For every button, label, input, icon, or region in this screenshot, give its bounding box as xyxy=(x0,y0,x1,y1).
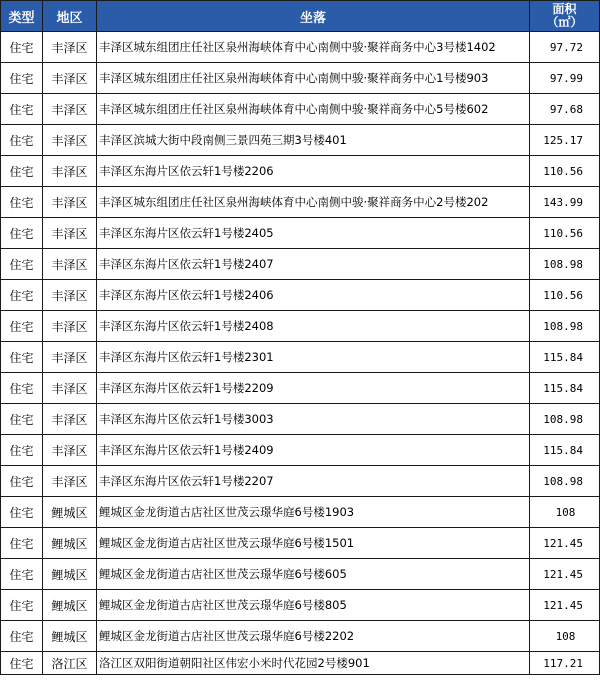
table-row xyxy=(1,156,600,187)
cell-location: 丰泽区东海片区依云轩1号楼2406 xyxy=(97,280,530,311)
header-size-label: 面积 xyxy=(552,2,577,16)
cell-size: 97.68 xyxy=(530,94,600,125)
cell-area: 丰泽区 xyxy=(43,466,97,497)
cell-size: 121.45 xyxy=(530,528,600,559)
cell-area: 丰泽区 xyxy=(43,280,97,311)
header-location: 坐落 xyxy=(97,1,530,32)
cell-size: 110.56 xyxy=(530,156,600,187)
cell-size: 125.17 xyxy=(530,125,600,156)
cell-area: 丰泽区 xyxy=(43,125,97,156)
cell-size: 108.98 xyxy=(530,249,600,280)
cell-size: 97.72 xyxy=(530,32,600,63)
cell-location: 丰泽区城东组团庄任社区泉州海峡体育中心南侧中骏·聚祥商务中心3号楼1402 xyxy=(97,32,530,63)
table-row xyxy=(1,652,600,675)
cell-location: 丰泽区城东组团庄任社区泉州海峡体育中心南侧中骏·聚祥商务中心2号楼202 xyxy=(97,187,530,218)
cell-type: 住宅 xyxy=(1,404,43,435)
header-area: 地区 xyxy=(43,1,97,32)
cell-location: 鲤城区金龙街道古店社区世茂云璟华庭6号楼2202 xyxy=(97,621,530,652)
cell-type: 住宅 xyxy=(1,466,43,497)
table-row xyxy=(1,125,600,156)
cell-area: 丰泽区 xyxy=(43,435,97,466)
cell-size: 108.98 xyxy=(530,311,600,342)
cell-area: 丰泽区 xyxy=(43,404,97,435)
cell-size: 143.99 xyxy=(530,187,600,218)
cell-location: 丰泽区东海片区依云轩1号楼2405 xyxy=(97,218,530,249)
cell-size: 117.21 xyxy=(530,652,600,675)
cell-area: 鲤城区 xyxy=(43,621,97,652)
cell-type: 住宅 xyxy=(1,652,43,675)
table-row xyxy=(1,187,600,218)
cell-type: 住宅 xyxy=(1,342,43,373)
cell-location: 丰泽区城东组团庄任社区泉州海峡体育中心南侧中骏·聚祥商务中心5号楼602 xyxy=(97,94,530,125)
cell-size: 108 xyxy=(530,621,600,652)
cell-location: 丰泽区滨城大街中段南侧三景四苑三期3号楼401 xyxy=(97,125,530,156)
table-row xyxy=(1,435,600,466)
cell-type: 住宅 xyxy=(1,280,43,311)
cell-location: 丰泽区东海片区依云轩1号楼3003 xyxy=(97,404,530,435)
table-row xyxy=(1,280,600,311)
header-type: 类型 xyxy=(1,1,43,32)
table-row xyxy=(1,497,600,528)
cell-area: 丰泽区 xyxy=(43,311,97,342)
table-row xyxy=(1,528,600,559)
cell-area: 丰泽区 xyxy=(43,156,97,187)
header-size-unit: （㎡） xyxy=(546,15,583,29)
table-row xyxy=(1,94,600,125)
cell-location: 丰泽区东海片区依云轩1号楼2409 xyxy=(97,435,530,466)
table-row xyxy=(1,32,600,63)
cell-area: 鲤城区 xyxy=(43,528,97,559)
cell-area: 丰泽区 xyxy=(43,63,97,94)
cell-type: 住宅 xyxy=(1,528,43,559)
cell-type: 住宅 xyxy=(1,125,43,156)
cell-area: 鲤城区 xyxy=(43,590,97,621)
table-row xyxy=(1,311,600,342)
cell-size: 115.84 xyxy=(530,373,600,404)
cell-location: 丰泽区东海片区依云轩1号楼2408 xyxy=(97,311,530,342)
table-row xyxy=(1,63,600,94)
cell-type: 住宅 xyxy=(1,373,43,404)
cell-area: 丰泽区 xyxy=(43,373,97,404)
cell-type: 住宅 xyxy=(1,249,43,280)
cell-type: 住宅 xyxy=(1,311,43,342)
cell-type: 住宅 xyxy=(1,94,43,125)
cell-area: 丰泽区 xyxy=(43,187,97,218)
table-row xyxy=(1,373,600,404)
cell-type: 住宅 xyxy=(1,187,43,218)
cell-location: 丰泽区东海片区依云轩1号楼2207 xyxy=(97,466,530,497)
cell-location: 丰泽区东海片区依云轩1号楼2206 xyxy=(97,156,530,187)
cell-area: 丰泽区 xyxy=(43,249,97,280)
cell-size: 97.99 xyxy=(530,63,600,94)
cell-location: 丰泽区东海片区依云轩1号楼2407 xyxy=(97,249,530,280)
cell-size: 110.56 xyxy=(530,280,600,311)
cell-area: 鲤城区 xyxy=(43,497,97,528)
cell-size: 108 xyxy=(530,497,600,528)
cell-type: 住宅 xyxy=(1,156,43,187)
cell-type: 住宅 xyxy=(1,497,43,528)
cell-type: 住宅 xyxy=(1,32,43,63)
table-row xyxy=(1,590,600,621)
header-size xyxy=(530,1,600,32)
cell-area: 丰泽区 xyxy=(43,94,97,125)
cell-size: 115.84 xyxy=(530,435,600,466)
table-header-row xyxy=(1,1,600,32)
cell-size: 121.45 xyxy=(530,590,600,621)
cell-area: 丰泽区 xyxy=(43,342,97,373)
cell-size: 108.98 xyxy=(530,404,600,435)
cell-location: 鲤城区金龙街道古店社区世茂云璟华庭6号楼805 xyxy=(97,590,530,621)
cell-type: 住宅 xyxy=(1,590,43,621)
table-row xyxy=(1,342,600,373)
table-row xyxy=(1,404,600,435)
cell-size: 121.45 xyxy=(530,559,600,590)
cell-type: 住宅 xyxy=(1,559,43,590)
cell-area: 丰泽区 xyxy=(43,218,97,249)
cell-location: 丰泽区东海片区依云轩1号楼2209 xyxy=(97,373,530,404)
cell-location: 丰泽区东海片区依云轩1号楼2301 xyxy=(97,342,530,373)
cell-type: 住宅 xyxy=(1,435,43,466)
table-row xyxy=(1,559,600,590)
cell-location: 鲤城区金龙街道古店社区世茂云璟华庭6号楼1501 xyxy=(97,528,530,559)
cell-size: 110.56 xyxy=(530,218,600,249)
cell-size: 115.84 xyxy=(530,342,600,373)
table-row xyxy=(1,249,600,280)
table-row xyxy=(1,218,600,249)
cell-location: 洛江区双阳街道朝阳社区伟宏小米时代花园2号楼901 xyxy=(97,652,530,675)
cell-size: 108.98 xyxy=(530,466,600,497)
cell-location: 鲤城区金龙街道古店社区世茂云璟华庭6号楼605 xyxy=(97,559,530,590)
cell-type: 住宅 xyxy=(1,621,43,652)
cell-area: 洛江区 xyxy=(43,652,97,675)
table-row xyxy=(1,466,600,497)
cell-type: 住宅 xyxy=(1,218,43,249)
table-row xyxy=(1,621,600,652)
cell-location: 丰泽区城东组团庄任社区泉州海峡体育中心南侧中骏·聚祥商务中心1号楼903 xyxy=(97,63,530,94)
cell-location: 鲤城区金龙街道古店社区世茂云璟华庭6号楼1903 xyxy=(97,497,530,528)
cell-area: 鲤城区 xyxy=(43,559,97,590)
cell-type: 住宅 xyxy=(1,63,43,94)
cell-area: 丰泽区 xyxy=(43,32,97,63)
